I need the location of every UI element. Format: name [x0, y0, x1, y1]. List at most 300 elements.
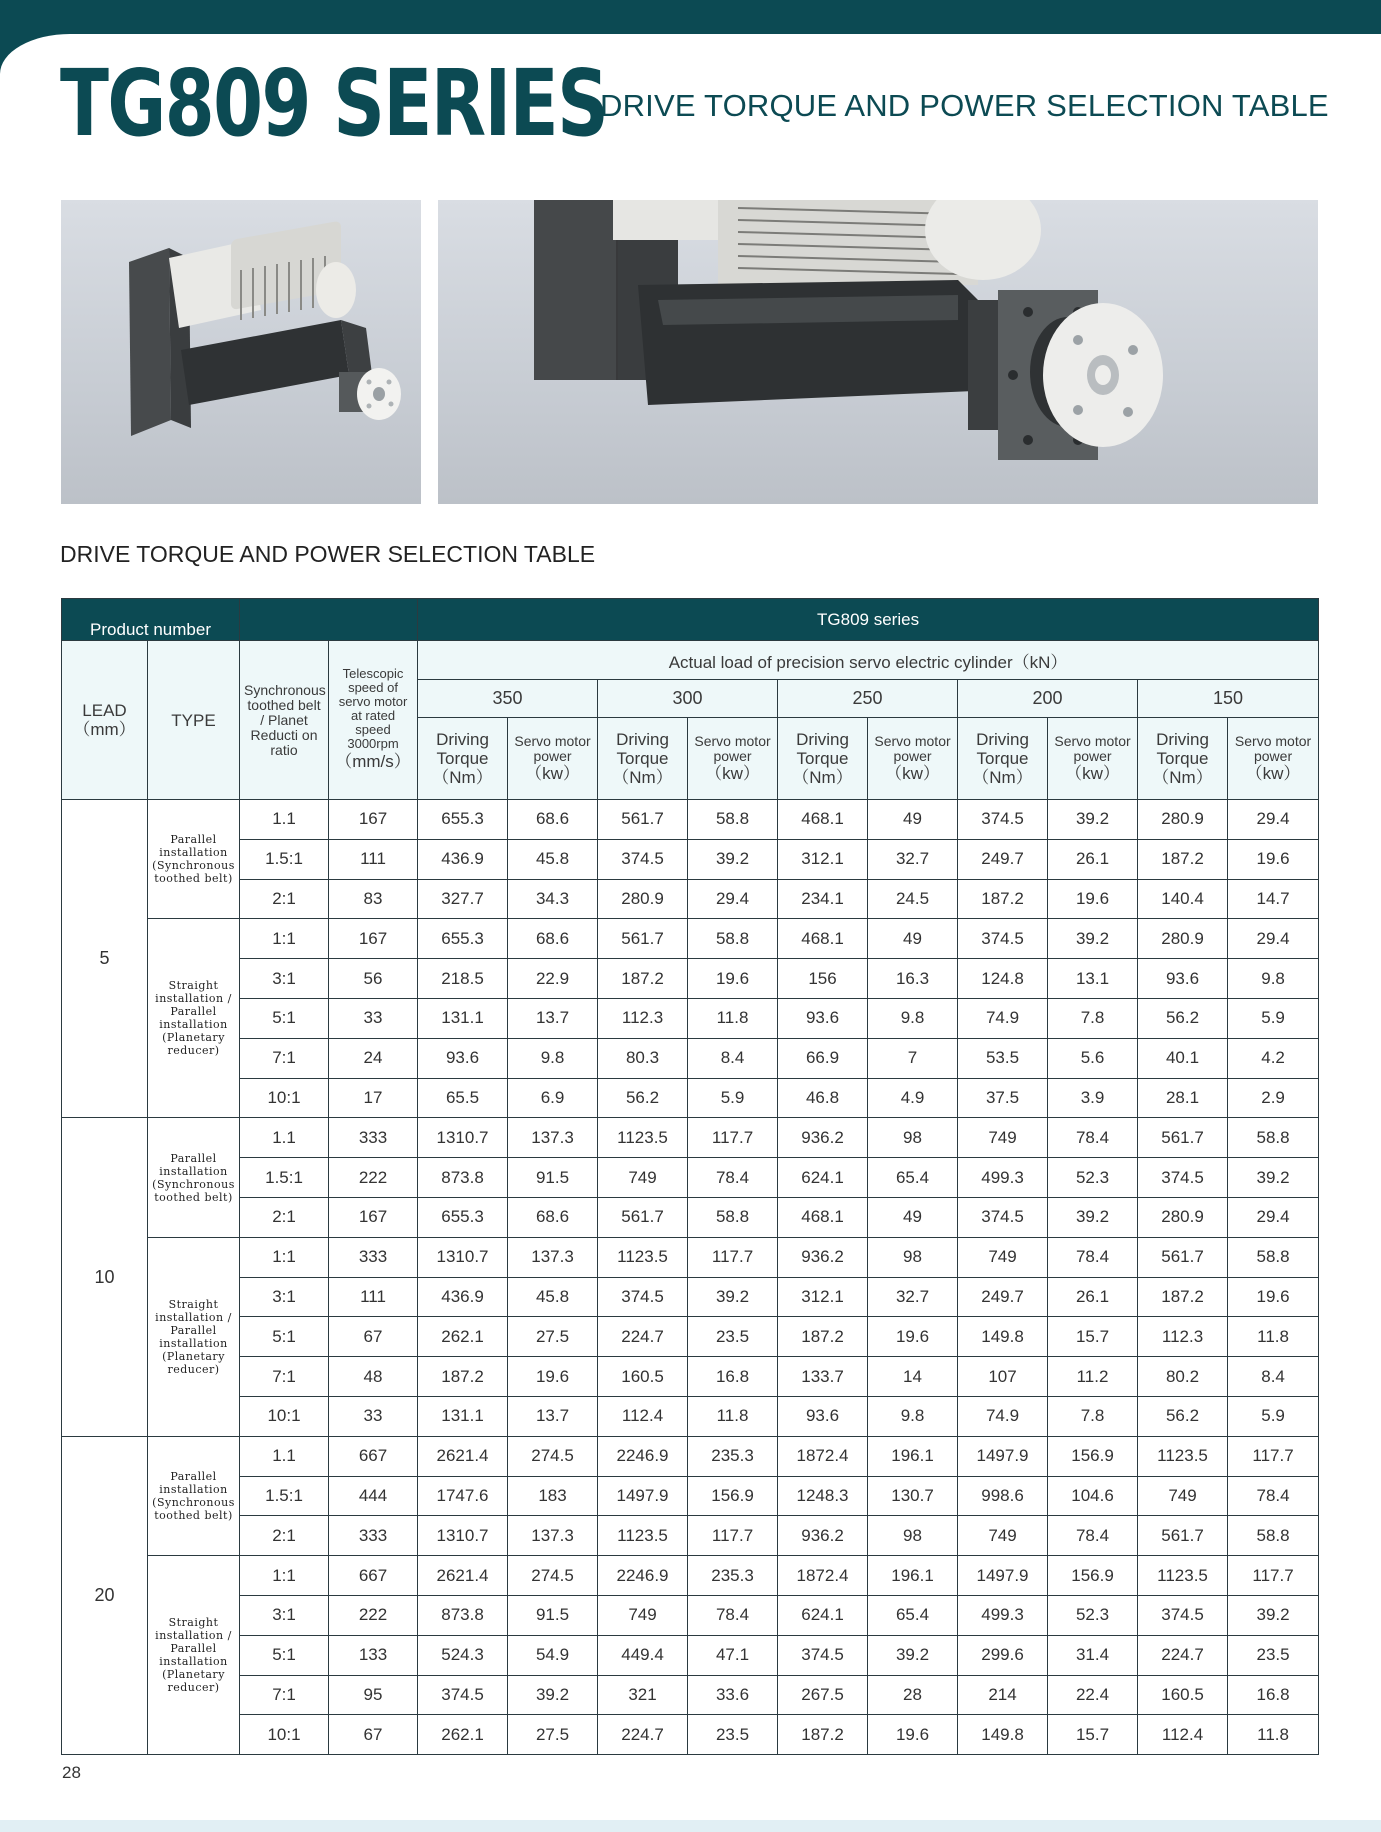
torque-cell: 436.9: [418, 1277, 508, 1317]
torque-cell: 131.1: [418, 1396, 508, 1436]
speed-cell: 111: [329, 1277, 418, 1317]
table-row: [62, 1118, 1319, 1158]
torque-cell: 749: [958, 1237, 1048, 1277]
torque-cell: 374.5: [778, 1635, 868, 1675]
selection-table: [61, 598, 1318, 1753]
speed-cell: 33: [329, 998, 418, 1038]
power-cell: 19.6: [868, 1317, 958, 1357]
table-row: [62, 800, 1319, 840]
power-cell: 23.5: [688, 1317, 778, 1357]
torque-cell: 561.7: [1138, 1118, 1228, 1158]
power-cell: 28: [868, 1675, 958, 1715]
torque-cell: 187.2: [418, 1357, 508, 1397]
product-photo-large: [438, 200, 1318, 504]
power-cell: 68.6: [508, 1197, 598, 1237]
load-header-300: 300: [598, 680, 778, 718]
power-cell: 19.6: [1228, 839, 1319, 879]
power-cell: 3.9: [1048, 1078, 1138, 1118]
series-header: TG809 series: [418, 599, 1319, 641]
power-cell: 130.7: [868, 1476, 958, 1516]
power-cell: 19.6: [1048, 879, 1138, 919]
ratio-cell: 1.1: [240, 1118, 329, 1158]
power-cell: 29.4: [1228, 1197, 1319, 1237]
power-cell: 39.2: [1228, 1158, 1319, 1198]
speed-cell: 167: [329, 1197, 418, 1237]
torque-cell: 131.1: [418, 998, 508, 1038]
power-cell: 137.3: [508, 1516, 598, 1556]
load-header-350: 350: [418, 680, 598, 718]
ratio-cell: 7:1: [240, 1357, 329, 1397]
torque-cell: 80.3: [598, 1038, 688, 1078]
torque-cell: 187.2: [598, 959, 688, 999]
power-cell: 39.2: [868, 1635, 958, 1675]
series-title: TG809 SERIES: [60, 50, 608, 157]
speed-cell: 333: [329, 1118, 418, 1158]
ratio-cell: 1:1: [240, 919, 329, 959]
power-cell: 9.8: [868, 1396, 958, 1436]
ratio-cell: 3:1: [240, 959, 329, 999]
power-cell: 13.7: [508, 1396, 598, 1436]
torque-cell: 312.1: [778, 1277, 868, 1317]
ratio-cell: 5:1: [240, 1317, 329, 1357]
torque-cell: 374.5: [598, 839, 688, 879]
torque-cell: 124.8: [958, 959, 1048, 999]
torque-cell: 1872.4: [778, 1436, 868, 1476]
torque-cell: 374.5: [418, 1675, 508, 1715]
torque-cell: 624.1: [778, 1158, 868, 1198]
torque-cell: 112.3: [1138, 1317, 1228, 1357]
torque-cell: 74.9: [958, 1396, 1048, 1436]
torque-cell: 40.1: [1138, 1038, 1228, 1078]
speed-cell: 33: [329, 1396, 418, 1436]
torque-cell: 936.2: [778, 1516, 868, 1556]
torque-cell: 468.1: [778, 1197, 868, 1237]
torque-cell: 1123.5: [598, 1516, 688, 1556]
speed-cell: 167: [329, 919, 418, 959]
power-cell: 91.5: [508, 1595, 598, 1635]
torque-cell: 112.4: [598, 1396, 688, 1436]
ratio-cell: 3:1: [240, 1277, 329, 1317]
torque-cell: 873.8: [418, 1158, 508, 1198]
lead-value: 20: [62, 1436, 148, 1754]
table-row: [62, 1277, 1319, 1317]
table-row: [62, 1436, 1319, 1476]
type-parallel: Parallel installation (Synchronous toothed belt): [148, 1118, 240, 1237]
ratio-cell: 2:1: [240, 1516, 329, 1556]
torque-cell: 160.5: [1138, 1675, 1228, 1715]
table-row: [62, 959, 1319, 999]
torque-cell: 936.2: [778, 1237, 868, 1277]
power-cell: 2.9: [1228, 1078, 1319, 1118]
torque-cell: 2621.4: [418, 1556, 508, 1596]
ratio-cell: 5:1: [240, 998, 329, 1038]
ratio-cell: 2:1: [240, 879, 329, 919]
torque-cell: 280.9: [1138, 1197, 1228, 1237]
table-row: [62, 1715, 1319, 1755]
torque-cell: 280.9: [1138, 800, 1228, 840]
power-cell: 156.9: [688, 1476, 778, 1516]
power-cell: 58.8: [1228, 1237, 1319, 1277]
speed-cell: 667: [329, 1436, 418, 1476]
power-cell: 29.4: [1228, 919, 1319, 959]
type-parallel: Parallel installation (Synchronous toothed belt): [148, 1436, 240, 1555]
torque-header: Driving Torque （Nm）: [598, 718, 688, 800]
section-heading: DRIVE TORQUE AND POWER SELECTION TABLE: [60, 541, 596, 567]
table-row: [62, 1396, 1319, 1436]
power-cell: 117.7: [1228, 1556, 1319, 1596]
torque-cell: 749: [958, 1118, 1048, 1158]
power-cell: 78.4: [688, 1158, 778, 1198]
torque-cell: 374.5: [598, 1277, 688, 1317]
power-cell: 16.3: [868, 959, 958, 999]
power-cell: 78.4: [1048, 1516, 1138, 1556]
speed-cell: 222: [329, 1595, 418, 1635]
table-row: [62, 1078, 1319, 1118]
torque-cell: 374.5: [958, 1197, 1048, 1237]
power-cell: 58.8: [1228, 1516, 1319, 1556]
torque-cell: 749: [958, 1516, 1048, 1556]
power-header: Servo motor power （kw）: [688, 718, 778, 800]
torque-cell: 74.9: [958, 998, 1048, 1038]
torque-cell: 280.9: [1138, 919, 1228, 959]
power-cell: 7.8: [1048, 1396, 1138, 1436]
torque-cell: 249.7: [958, 839, 1048, 879]
type-straight: Straight installation / Parallel installation (Planetary reducer): [148, 1237, 240, 1436]
power-header: Servo motor power （kw）: [508, 718, 598, 800]
speed-header: Telescopic speed of servo motor at rated speed 3000rpm （mm/s）: [329, 641, 418, 800]
torque-cell: 93.6: [778, 998, 868, 1038]
table-row: [62, 1357, 1319, 1397]
power-cell: 156.9: [1048, 1436, 1138, 1476]
power-cell: 104.6: [1048, 1476, 1138, 1516]
torque-cell: 321: [598, 1675, 688, 1715]
torque-cell: 224.7: [598, 1715, 688, 1755]
speed-cell: 67: [329, 1715, 418, 1755]
torque-cell: 156: [778, 959, 868, 999]
table-row: [62, 919, 1319, 959]
power-cell: 91.5: [508, 1158, 598, 1198]
torque-header: Driving Torque （Nm）: [418, 718, 508, 800]
ratio-cell: 1.1: [240, 1436, 329, 1476]
power-cell: 19.6: [868, 1715, 958, 1755]
power-cell: 39.2: [1048, 1197, 1138, 1237]
torque-cell: 28.1: [1138, 1078, 1228, 1118]
power-cell: 11.8: [1228, 1715, 1319, 1755]
torque-cell: 312.1: [778, 839, 868, 879]
bottom-bar: [0, 1820, 1381, 1832]
power-cell: 49: [868, 919, 958, 959]
power-cell: 52.3: [1048, 1158, 1138, 1198]
torque-cell: 93.6: [418, 1038, 508, 1078]
power-cell: 19.6: [688, 959, 778, 999]
table-row: [62, 879, 1319, 919]
power-cell: 183: [508, 1476, 598, 1516]
power-cell: 32.7: [868, 839, 958, 879]
power-header: Servo motor power （kw）: [1228, 718, 1319, 800]
torque-cell: 655.3: [418, 800, 508, 840]
torque-cell: 374.5: [1138, 1158, 1228, 1198]
torque-cell: 107: [958, 1357, 1048, 1397]
torque-cell: 93.6: [1138, 959, 1228, 999]
lead-header: LEAD（mm）: [62, 641, 148, 800]
speed-cell: 83: [329, 879, 418, 919]
power-cell: 274.5: [508, 1436, 598, 1476]
torque-cell: 65.5: [418, 1078, 508, 1118]
table-row: [62, 1635, 1319, 1675]
speed-cell: 17: [329, 1078, 418, 1118]
load-header: Actual load of precision servo electric cylinder（kN）: [418, 641, 1319, 680]
torque-cell: 93.6: [778, 1396, 868, 1436]
torque-cell: 1123.5: [1138, 1436, 1228, 1476]
table-row: [62, 1038, 1319, 1078]
page-subtitle: DRIVE TORQUE AND POWER SELECTION TABLE: [600, 88, 1329, 123]
power-cell: 8.4: [688, 1038, 778, 1078]
power-cell: 31.4: [1048, 1635, 1138, 1675]
power-cell: 23.5: [1228, 1635, 1319, 1675]
ratio-cell: 10:1: [240, 1396, 329, 1436]
lead-value: 5: [62, 800, 148, 1118]
torque-header: Driving Torque （Nm）: [1138, 718, 1228, 800]
power-cell: 5.9: [1228, 1396, 1319, 1436]
table-row: [62, 1516, 1319, 1556]
power-cell: 78.4: [1048, 1237, 1138, 1277]
power-cell: 19.6: [508, 1357, 598, 1397]
ratio-cell: 1.1: [240, 800, 329, 840]
power-cell: 78.4: [1228, 1476, 1319, 1516]
power-cell: 32.7: [868, 1277, 958, 1317]
power-cell: 235.3: [688, 1436, 778, 1476]
power-header: Servo motor power （kw）: [1048, 718, 1138, 800]
torque-header: Driving Torque （Nm）: [778, 718, 868, 800]
torque-cell: 262.1: [418, 1715, 508, 1755]
ratio-cell: 1.5:1: [240, 839, 329, 879]
power-cell: 196.1: [868, 1436, 958, 1476]
speed-cell: 133: [329, 1635, 418, 1675]
torque-cell: 524.3: [418, 1635, 508, 1675]
torque-cell: 187.2: [778, 1317, 868, 1357]
power-cell: 68.6: [508, 919, 598, 959]
torque-cell: 2246.9: [598, 1436, 688, 1476]
torque-cell: 66.9: [778, 1038, 868, 1078]
torque-cell: 1123.5: [1138, 1556, 1228, 1596]
table-row: [62, 1317, 1319, 1357]
torque-cell: 187.2: [778, 1715, 868, 1755]
torque-cell: 1747.6: [418, 1476, 508, 1516]
torque-cell: 53.5: [958, 1038, 1048, 1078]
torque-cell: 468.1: [778, 919, 868, 959]
power-cell: 14: [868, 1357, 958, 1397]
table-row: [62, 1595, 1319, 1635]
power-cell: 68.6: [508, 800, 598, 840]
power-cell: 58.8: [688, 800, 778, 840]
torque-cell: 436.9: [418, 839, 508, 879]
torque-cell: 561.7: [598, 800, 688, 840]
power-cell: 49: [868, 1197, 958, 1237]
product-photo-small: [61, 200, 421, 504]
power-cell: 14.7: [1228, 879, 1319, 919]
power-cell: 45.8: [508, 839, 598, 879]
power-cell: 39.2: [688, 1277, 778, 1317]
product-number-header: Product number: [62, 599, 240, 641]
power-cell: 58.8: [688, 919, 778, 959]
torque-cell: 561.7: [598, 1197, 688, 1237]
power-cell: 22.9: [508, 959, 598, 999]
type-parallel: Parallel installation (Synchronous toothed belt): [148, 800, 240, 919]
power-cell: 52.3: [1048, 1595, 1138, 1635]
ratio-cell: 7:1: [240, 1675, 329, 1715]
power-cell: 29.4: [688, 879, 778, 919]
torque-cell: 56.2: [1138, 1396, 1228, 1436]
power-cell: 137.3: [508, 1118, 598, 1158]
torque-cell: 249.7: [958, 1277, 1048, 1317]
torque-cell: 561.7: [598, 919, 688, 959]
power-cell: 39.2: [1048, 800, 1138, 840]
power-cell: 11.8: [1228, 1317, 1319, 1357]
torque-cell: 449.4: [598, 1635, 688, 1675]
ratio-cell: 2:1: [240, 1197, 329, 1237]
power-cell: 137.3: [508, 1237, 598, 1277]
torque-cell: 1872.4: [778, 1556, 868, 1596]
torque-cell: 2621.4: [418, 1436, 508, 1476]
torque-cell: 280.9: [598, 879, 688, 919]
page-number: 28: [62, 1763, 81, 1782]
torque-cell: 234.1: [778, 879, 868, 919]
torque-cell: 936.2: [778, 1118, 868, 1158]
torque-cell: 224.7: [598, 1317, 688, 1357]
torque-cell: 56.2: [598, 1078, 688, 1118]
power-cell: 11.2: [1048, 1357, 1138, 1397]
power-cell: 7.8: [1048, 998, 1138, 1038]
torque-cell: 327.7: [418, 879, 508, 919]
torque-cell: 112.4: [1138, 1715, 1228, 1755]
torque-cell: 149.8: [958, 1715, 1048, 1755]
power-cell: 65.4: [868, 1595, 958, 1635]
load-header-250: 250: [778, 680, 958, 718]
torque-cell: 1310.7: [418, 1118, 508, 1158]
torque-cell: 1310.7: [418, 1237, 508, 1277]
power-cell: 39.2: [688, 839, 778, 879]
power-cell: 8.4: [1228, 1357, 1319, 1397]
torque-cell: 149.8: [958, 1317, 1048, 1357]
power-header: Servo motor power （kw）: [868, 718, 958, 800]
table-row: [62, 1197, 1319, 1237]
table-row: [62, 1158, 1319, 1198]
torque-cell: 749: [598, 1595, 688, 1635]
power-cell: 15.7: [1048, 1317, 1138, 1357]
power-cell: 117.7: [688, 1237, 778, 1277]
torque-cell: 374.5: [958, 800, 1048, 840]
power-cell: 45.8: [508, 1277, 598, 1317]
power-cell: 23.5: [688, 1715, 778, 1755]
power-cell: 24.5: [868, 879, 958, 919]
power-cell: 27.5: [508, 1715, 598, 1755]
torque-cell: 160.5: [598, 1357, 688, 1397]
torque-cell: 218.5: [418, 959, 508, 999]
type-straight: Straight installation / Parallel installation (Planetary reducer): [148, 919, 240, 1118]
torque-cell: 214: [958, 1675, 1048, 1715]
torque-cell: 1123.5: [598, 1237, 688, 1277]
top-banner-bar: [0, 0, 1381, 34]
torque-cell: 655.3: [418, 919, 508, 959]
power-cell: 98: [868, 1237, 958, 1277]
torque-cell: 2246.9: [598, 1556, 688, 1596]
torque-cell: 561.7: [1138, 1237, 1228, 1277]
power-cell: 26.1: [1048, 839, 1138, 879]
power-cell: 11.8: [688, 998, 778, 1038]
load-header-200: 200: [958, 680, 1138, 718]
power-cell: 33.6: [688, 1675, 778, 1715]
torque-cell: 749: [598, 1158, 688, 1198]
power-cell: 235.3: [688, 1556, 778, 1596]
speed-cell: 333: [329, 1516, 418, 1556]
torque-cell: 80.2: [1138, 1357, 1228, 1397]
torque-cell: 187.2: [958, 879, 1048, 919]
speed-cell: 333: [329, 1237, 418, 1277]
torque-cell: 1497.9: [958, 1436, 1048, 1476]
torque-cell: 299.6: [958, 1635, 1048, 1675]
torque-cell: 499.3: [958, 1158, 1048, 1198]
power-cell: 58.8: [1228, 1118, 1319, 1158]
table-row: [62, 1237, 1319, 1277]
ratio-header: Synchronous toothed belt / Planet Reducti on ratio: [240, 641, 329, 800]
power-cell: 7: [868, 1038, 958, 1078]
torque-cell: 187.2: [1138, 839, 1228, 879]
speed-cell: 95: [329, 1675, 418, 1715]
power-cell: 6.9: [508, 1078, 598, 1118]
torque-cell: 1310.7: [418, 1516, 508, 1556]
speed-cell: 222: [329, 1158, 418, 1198]
lead-value: 10: [62, 1118, 148, 1436]
torque-cell: 187.2: [1138, 1277, 1228, 1317]
power-cell: 5.9: [1228, 998, 1319, 1038]
torque-cell: 46.8: [778, 1078, 868, 1118]
ratio-cell: 1.5:1: [240, 1476, 329, 1516]
power-cell: 13.1: [1048, 959, 1138, 999]
torque-cell: 262.1: [418, 1317, 508, 1357]
power-cell: 15.7: [1048, 1715, 1138, 1755]
table-row: [62, 1675, 1319, 1715]
torque-cell: 133.7: [778, 1357, 868, 1397]
power-cell: 27.5: [508, 1317, 598, 1357]
torque-cell: 499.3: [958, 1595, 1048, 1635]
speed-cell: 111: [329, 839, 418, 879]
power-cell: 34.3: [508, 879, 598, 919]
power-cell: 39.2: [1228, 1595, 1319, 1635]
torque-cell: 374.5: [1138, 1595, 1228, 1635]
power-cell: 13.7: [508, 998, 598, 1038]
power-cell: 117.7: [688, 1118, 778, 1158]
power-cell: 117.7: [1228, 1436, 1319, 1476]
power-cell: 78.4: [1048, 1118, 1138, 1158]
ratio-cell: 1:1: [240, 1556, 329, 1596]
power-cell: 9.8: [868, 998, 958, 1038]
speed-cell: 56: [329, 959, 418, 999]
power-cell: 29.4: [1228, 800, 1319, 840]
speed-cell: 67: [329, 1317, 418, 1357]
speed-cell: 667: [329, 1556, 418, 1596]
power-cell: 196.1: [868, 1556, 958, 1596]
torque-cell: 873.8: [418, 1595, 508, 1635]
torque-header: Driving Torque （Nm）: [958, 718, 1048, 800]
ratio-cell: 1:1: [240, 1237, 329, 1277]
speed-cell: 444: [329, 1476, 418, 1516]
power-cell: 65.4: [868, 1158, 958, 1198]
power-cell: 22.4: [1048, 1675, 1138, 1715]
power-cell: 9.8: [1228, 959, 1319, 999]
power-cell: 98: [868, 1516, 958, 1556]
torque-cell: 224.7: [1138, 1635, 1228, 1675]
table-row: [62, 1476, 1319, 1516]
